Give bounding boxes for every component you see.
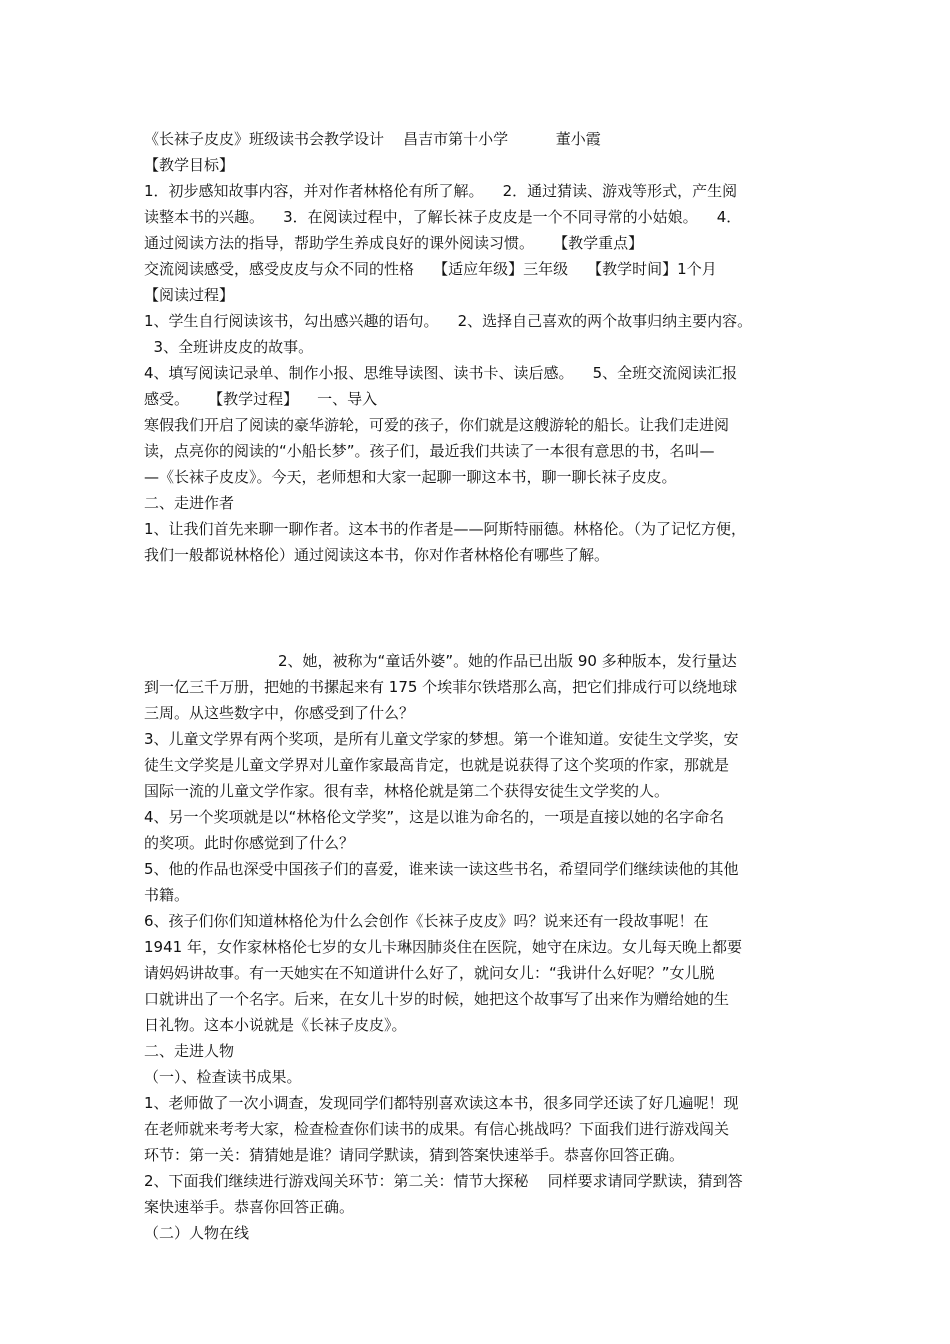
check-point-1-line-2: 在老师就来考考大家，检查检查你们读书的成果。有信心挑战吗？下面我们进行游戏闯关 <box>144 1120 730 1138</box>
document-title: 《长袜子皮皮》班级读书会教学设计 昌吉市第十小学 董小霞 <box>144 130 601 148</box>
focus-line: 交流阅读感受，感受皮皮与众不同的性格 【适应年级】三年级 【教学时间】1个月 <box>144 260 717 278</box>
goals-line-3: 通过阅读方法的指导，帮助学生养成良好的课外阅读习惯。 【教学重点】 <box>144 234 644 252</box>
intro-line-3: —《长袜子皮皮》。今天，老师想和大家一起聊一聊这本书，聊一聊长袜子皮皮。 <box>144 468 677 486</box>
goals-heading: 【教学目标】 <box>144 156 235 174</box>
author-heading: 二、走进作者 <box>144 494 235 512</box>
author-point-6-line-4: 口就讲出了一个名字。后来，在女儿十岁的时候，她把这个故事写了出来作为赠给她的生 <box>144 990 730 1008</box>
process-line-1: 1、学生自行阅读该书，勾出感兴趣的语句。 2、选择自己喜欢的两个故事归纳主要内容。 <box>144 312 753 330</box>
check-point-1-line-3: 环节：第一关：猜猜她是谁？请同学默读，猜到答案快速举手。恭喜你回答正确。 <box>144 1146 685 1164</box>
process-line-4: 感受。 【教学过程】 一、导入 <box>144 390 378 408</box>
author-point-6-line-3: 请妈妈讲故事。有一天她实在不知道讲什么好了，就问女儿：“我讲什么好呢？”女儿脱 <box>144 964 715 982</box>
author-point-3-line-1: 3、儿童文学界有两个奖项，是所有儿童文学家的梦想。第一个谁知道。安徒生文学奖，安 <box>144 730 739 748</box>
author-point-2-line-1: 2、她，被称为“童话外婆”。她的作品已出版 90 多种版本，发行量达 <box>278 652 737 670</box>
author-point-4-line-2: 的奖项。此时你感觉到了什么？ <box>144 834 355 852</box>
author-line-1: 1、让我们首先来聊一聊作者。这本书的作者是——阿斯特丽德。林格伦。（为了记忆方便， <box>144 520 747 538</box>
author-point-3-line-2: 徒生文学奖是儿童文学界对儿童作家最高肯定，也就是说获得了这个奖项的作家，那就是 <box>144 756 730 774</box>
author-point-6-line-1: 6、孩子们你们知道林格伦为什么会创作《长袜子皮皮》吗？说来还有一段故事呢！在 <box>144 912 709 930</box>
process-line-3: 4、填写阅读记录单、制作小报、思维导读图、读书卡、读后感。 5、全班交流阅读汇报 <box>144 364 738 382</box>
author-point-2-line-2: 到一亿三千万册，把她的书摞起来有 175 个埃菲尔铁塔那么高，把它们排成行可以绕地球 <box>144 678 738 696</box>
author-point-6-line-5: 日礼物。这本小说就是《长袜子皮皮》。 <box>144 1016 407 1034</box>
intro-line-1: 寒假我们开启了阅读的豪华游轮，可爱的孩子，你们就是这艘游轮的船长。让我们走进阅 <box>144 416 730 434</box>
goals-line-2: 读整本书的兴趣。 3．在阅读过程中，了解长袜子皮皮是一个不同寻常的小姑娘。 4． <box>144 208 742 226</box>
author-point-4-line-1: 4、另一个奖项就是以“林格伦文学奖”，这是以谁为命名的，一项是直接以她的名字命名 <box>144 808 725 826</box>
character-subheading-1: （一）、检查读书成果。 <box>144 1068 302 1086</box>
intro-line-2: 读，点亮你的阅读的“小船长梦”。孩子们，最近我们共读了一本很有意思的书，名叫— <box>144 442 715 460</box>
check-point-2-line-2: 案快速举手。恭喜你回答正确。 <box>144 1198 355 1216</box>
check-point-2-line-1: 2、下面我们继续进行游戏闯关环节：第二关：情节大探秘 同样要求请同学默读，猜到答 <box>144 1172 743 1190</box>
character-subheading-2: （二）人物在线 <box>144 1224 250 1242</box>
document-upper-section <box>144 126 819 568</box>
character-heading: 二、走进人物 <box>144 1042 235 1060</box>
author-point-6-line-2: 1941 年，女作家林格伦七岁的女儿卡琳因肺炎住在医院，她守在床边。女儿每天晚上都要 <box>144 938 742 956</box>
author-point-5-line-1: 5、他的作品也深受中国孩子们的喜爱，谁来读一读这些书名，希望同学们继续读他的其他 <box>144 860 739 878</box>
process-heading: 【阅读过程】 <box>144 286 235 304</box>
author-point-2-line-3: 三周。从这些数字中，你感受到了什么？ <box>144 704 415 722</box>
author-point-5-line-2: 书籍。 <box>144 886 190 904</box>
check-point-1-line-1: 1、老师做了一次小调查，发现同学们都特别喜欢读这本书，很多同学还读了好几遍呢！现 <box>144 1094 739 1112</box>
document-lower-section <box>144 648 819 1246</box>
goals-line-1: 1．初步感知故事内容，并对作者林格伦有所了解。 2．通过猜读、游戏等形式，产生阅 <box>144 182 738 200</box>
process-line-2: 3、全班讲皮皮的故事。 <box>144 338 314 356</box>
author-line-2: 我们一般都说林格伦）通过阅读这本书，你对作者林格伦有哪些了解。 <box>144 546 610 564</box>
author-point-3-line-3: 国际一流的儿童文学作家。很有幸，林格伦就是第二个获得安徒生文学奖的人。 <box>144 782 670 800</box>
